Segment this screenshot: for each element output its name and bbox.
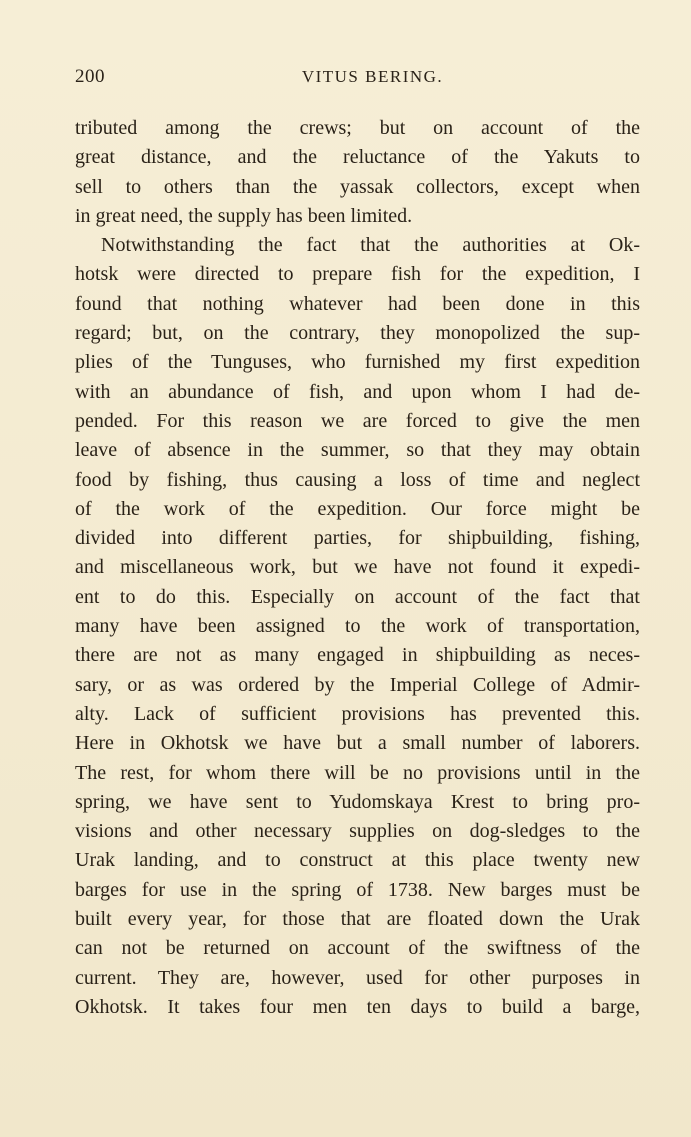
text-line: many have been assigned to the work of transportation, — [75, 615, 640, 638]
text-line: and miscellaneous work, but we have not found it expedi- — [75, 556, 640, 579]
text-line: Okhotsk. It takes four men ten days to build a barge, — [75, 995, 640, 1018]
text-line: alty. Lack of sufficient provisions has prevented this. — [75, 702, 640, 725]
text-line: ent to do this. Especially on account of the fact that — [75, 585, 640, 608]
text-line: barges for use in the spring of 1738. New barges must be — [75, 878, 640, 901]
text-line: there are not as many engaged in shipbuilding as neces- — [75, 644, 640, 667]
text-line: can not be returned on account of the swiftness of the — [75, 937, 640, 960]
text-line: found that nothing whatever had been done in this — [75, 292, 640, 315]
text-line: of the work of the expedition. Our force might be — [75, 497, 640, 520]
text-line: visions and other necessary supplies on dog-sledges to the — [75, 820, 640, 843]
text-line: built every year, for those that are floated down the Urak — [75, 908, 640, 931]
running-head — [75, 66, 640, 92]
text-line: food by fishing, thus causing a loss of time and neglect — [75, 468, 640, 491]
text-line: sell to others than the yassak collectors, except when — [75, 175, 640, 198]
text-line: leave of absence in the summer, so that they may obtain — [75, 439, 640, 462]
text-line: The rest, for whom there will be no provisions until in the — [75, 761, 640, 784]
text-line: Urak landing, and to construct at this place twenty new — [75, 849, 640, 872]
text-line: Notwithstanding the fact that the authorities at Ok- — [101, 234, 640, 257]
text-line: in great need, the supply has been limited. — [75, 204, 413, 227]
text-line: great distance, and the reluctance of the Yakuts to — [75, 146, 640, 169]
text-line: tributed among the crews; but on account of the — [75, 117, 640, 139]
text-line: pended. For this reason we are forced to give the men — [75, 409, 640, 432]
text-line: with an abundance of fish, and upon whom I had de- — [75, 380, 640, 403]
text-line: Here in Okhotsk we have but a small number of laborers. — [75, 732, 640, 755]
text-line: plies of the Tunguses, who furnished my first expedition — [75, 351, 640, 374]
text-line: hotsk were directed to prepare fish for the expedition, I — [75, 263, 640, 286]
text-line: spring, we have sent to Yudomskaya Krest to bring pro- — [75, 790, 640, 813]
text-line: sary, or as was ordered by the Imperial College of Admir- — [75, 673, 640, 696]
running-title: VITUS BERING. — [301, 67, 444, 86]
text-line: regard; but, on the contrary, they monopolized the sup- — [75, 322, 640, 345]
text-line: divided into different parties, for shipbuilding, fishing, — [75, 527, 640, 550]
text-line: current. They are, however, used for other purposes in — [75, 966, 640, 989]
page-number: 200 — [75, 66, 105, 87]
body-text — [75, 114, 640, 1022]
